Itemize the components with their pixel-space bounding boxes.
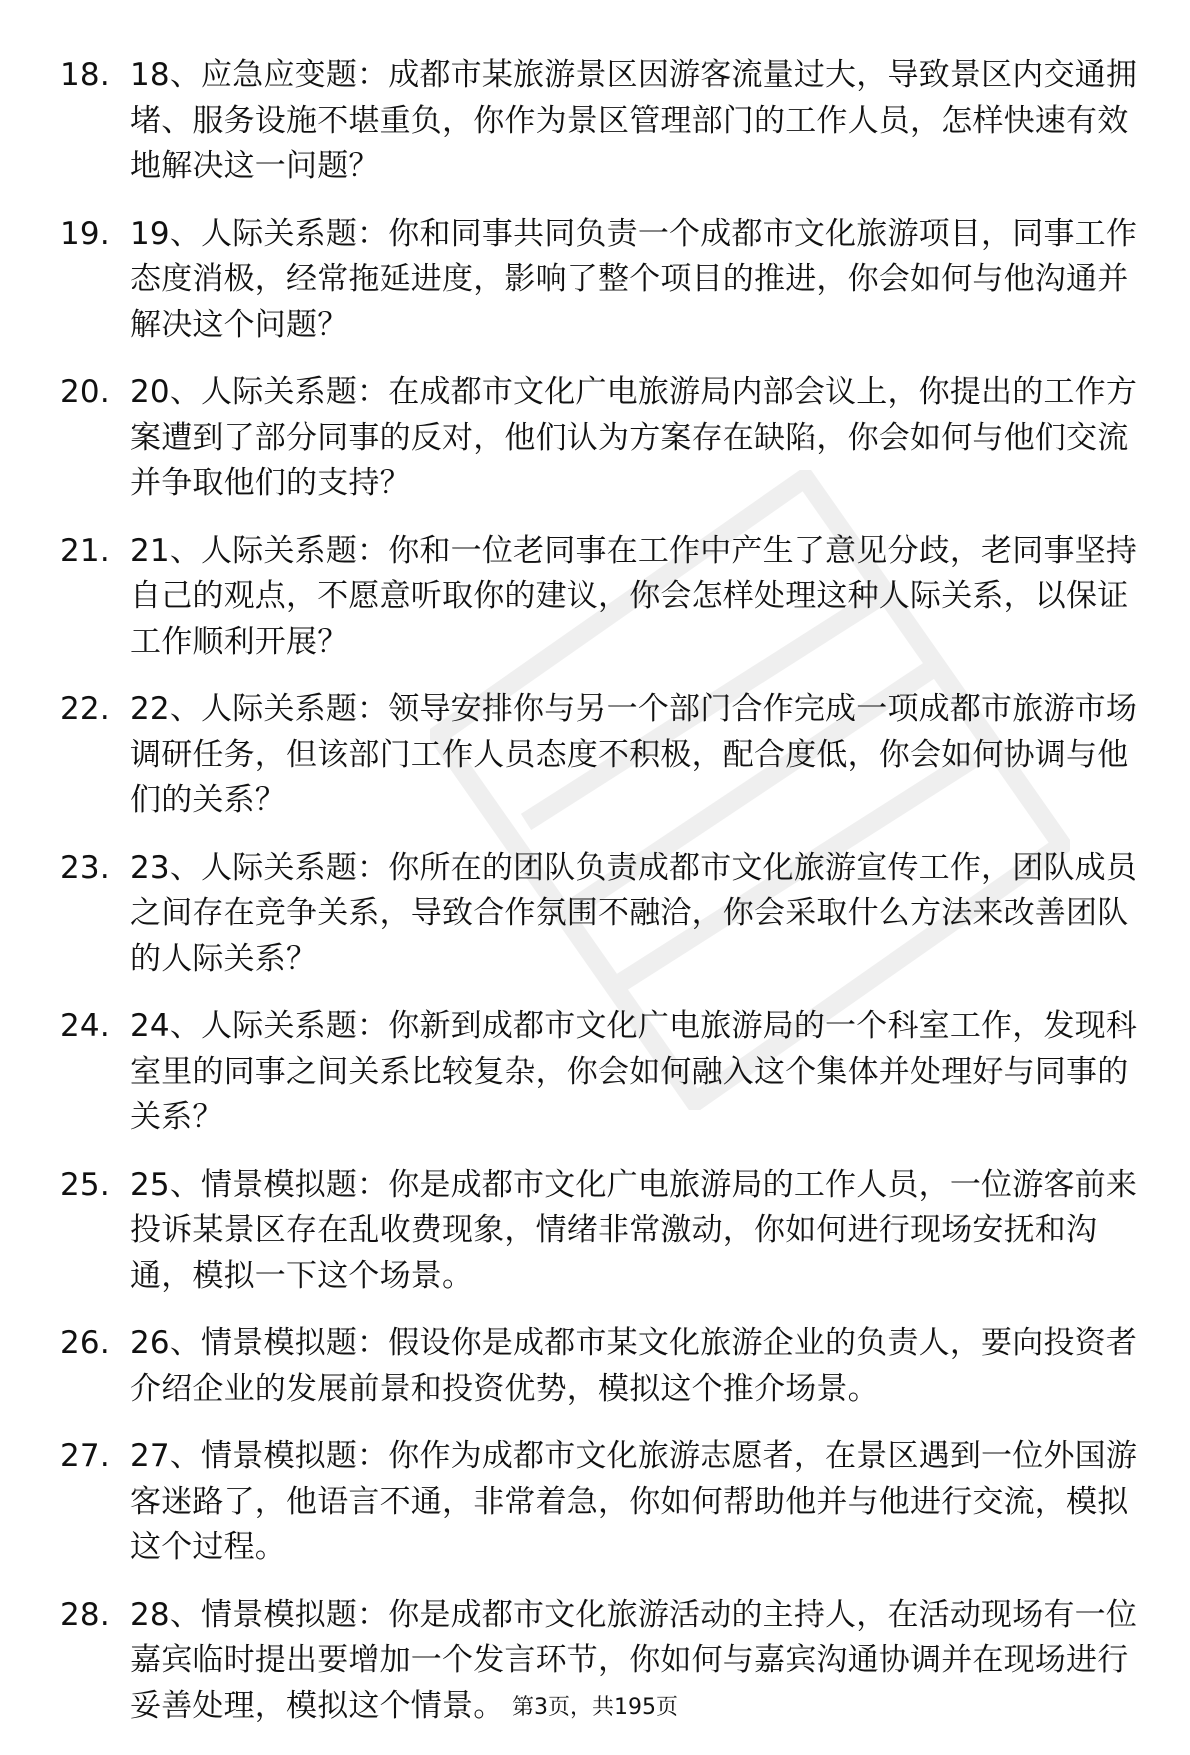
- question-number: 26.: [60, 1325, 110, 1361]
- page-number-footer: 第3页，共195页: [512, 1695, 678, 1720]
- question-text: 21、人际关系题：你和一位老同事在工作中产生了意见分歧，老同事坚持自己的观点，不愿意听取你的建议，你会怎样处理这种人际关系，以保证工作顺利开展？: [130, 532, 1138, 660]
- question-item: [60, 212, 1155, 349]
- question-number: 28.: [60, 1596, 110, 1633]
- question-text: 28、情景模拟题：你是成都市文化旅游活动的主持人，在活动现场有一位嘉宾临时提出要增加一个发言环节，你如何与嘉宾沟通协调并在现场进行妥善处理，模拟这个情景。: [130, 1596, 1138, 1724]
- question-number: 21.: [60, 532, 110, 569]
- question-item: [60, 1321, 1155, 1412]
- question-text: 19、人际关系题：你和同事共同负责一个成都市文化旅游项目，同事工作态度消极，经常拖延进度，影响了整个项目的推进，你会如何与他沟通并解决这个问题？: [130, 215, 1138, 343]
- question-number: 20.: [60, 374, 110, 410]
- question-text: 25、情景模拟题：你是成都市文化广电旅游局的工作人员，一位游客前来投诉某景区存在乱收费现象，情绪非常激动，你如何进行现场安抚和沟通，模拟一下这个场景。: [130, 1166, 1138, 1294]
- question-item: [60, 1434, 1155, 1571]
- question-number: 23.: [60, 849, 110, 886]
- question-item: [60, 687, 1155, 824]
- question-item: [60, 529, 1155, 666]
- question-item: [60, 370, 1155, 507]
- question-text: 26、情景模拟题：假设你是成都市某文化旅游企业的负责人，要向投资者介绍企业的发展前景和投资优势，模拟这个推介场景。: [130, 1325, 1138, 1407]
- question-item: [60, 1004, 1155, 1141]
- question-number: 24.: [60, 1008, 110, 1044]
- question-number: 25.: [60, 1166, 110, 1203]
- question-text: 18、应急应变题：成都市某旅游景区因游客流量过大，导致景区内交通拥堵、服务设施不堪重负，你作为景区管理部门的工作人员，怎样快速有效地解决这一问题？: [130, 57, 1138, 184]
- question-text: 24、人际关系题：你新到成都市文化广电旅游局的一个科室工作，发现科室里的同事之间关系比较复杂，你会如何融入这个集体并处理好与同事的关系？: [130, 1008, 1138, 1135]
- question-text: 27、情景模拟题：你作为成都市文化旅游志愿者，在景区遇到一位外国游客迷路了，他语言不通，非常着急，你如何帮助他并与他进行交流，模拟这个过程。: [130, 1438, 1138, 1565]
- question-text: 23、人际关系题：你所在的团队负责成都市文化旅游宣传工作，团队成员之间存在竞争关系，导致合作氛围不融洽，你会采取什么方法来改善团队的人际关系？: [130, 849, 1138, 977]
- question-number: 27.: [60, 1438, 110, 1474]
- question-list: [60, 53, 1155, 1751]
- question-item: [60, 1163, 1155, 1300]
- question-number: 19.: [60, 215, 110, 252]
- question-number: 22.: [60, 691, 110, 727]
- question-number: 18.: [60, 57, 110, 93]
- question-text: 20、人际关系题：在成都市文化广电旅游局内部会议上，你提出的工作方案遭到了部分同事的反对，他们认为方案存在缺陷，你会如何与他们交流并争取他们的支持？: [130, 374, 1138, 501]
- question-item: [60, 846, 1155, 983]
- question-item: [60, 53, 1155, 190]
- question-text: 22、人际关系题：领导安排你与另一个部门合作完成一项成都市旅游市场调研任务，但该部门工作人员态度不积极，配合度低，你会如何协调与他们的关系？: [130, 691, 1138, 818]
